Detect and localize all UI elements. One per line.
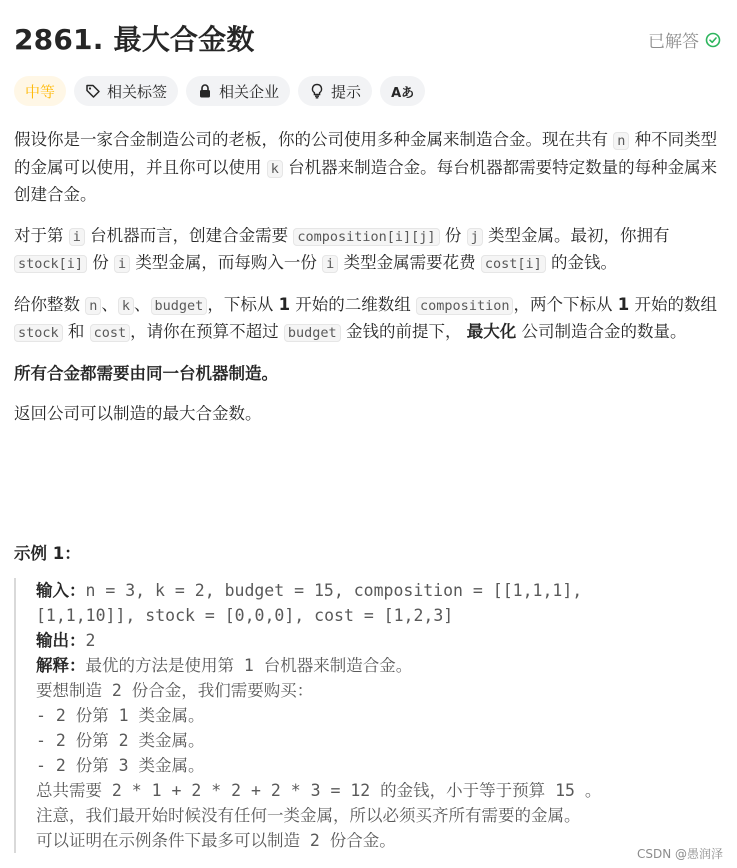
hint-label: 提示: [331, 82, 362, 101]
inline-code: i: [69, 228, 85, 246]
problem-description: [14, 127, 726, 442]
example-title: 示例 1：: [14, 544, 81, 563]
example-explain-line: 解释：最优的方法是使用第 1 台机器来制造合金。: [36, 656, 413, 675]
inline-code: composition[i][j]: [293, 228, 439, 246]
inline-code: j: [467, 228, 483, 246]
description-paragraph-2: 对于第 i 台机器而言，创建合金需要 composition[i][j] 份 j 类型金属。最初，你拥有 stock[i] 份 i 类型金属，而每购入一份 i 类型金属需要花费 cost[i] 的金钱。: [14, 225, 670, 272]
description-paragraph-3: 给你整数 n 、 k 、 budget ，下标从 1 开始的二维数组 composition ，两个下标从 1 开始的数组 stock 和 cost ，请你在预算不超过 budget 金钱的前提下， 最大化 公司制造合金的数量。: [14, 294, 717, 341]
inline-code: n: [85, 297, 101, 315]
inline-code: k: [267, 160, 283, 178]
example-explain-line: 要想制造 2 份合金，我们需要购买：: [36, 681, 314, 700]
example-explain-line: 可以证明在示例条件下最多可以制造 2 份合金。: [36, 831, 396, 850]
related-companies-label: 相关企业: [219, 82, 280, 101]
inline-code: cost: [90, 324, 131, 342]
related-tags-label: 相关标签: [107, 82, 168, 101]
example-explain-line: - 2 份第 3 类金属。: [36, 756, 205, 775]
translate-icon: Aあ: [391, 85, 415, 101]
lock-icon: [197, 83, 213, 99]
inline-code: budget: [151, 297, 208, 315]
example-input-line-1: 输入：n = 3, k = 2, budget = 15, composition = [[1,1,1],: [36, 581, 583, 600]
difficulty-label: 中等: [25, 82, 56, 101]
watermark: CSDN @愚润泽: [636, 847, 723, 861]
example-output-line: 输出：2: [36, 631, 96, 650]
inline-code: cost[i]: [481, 255, 546, 273]
description-paragraph-4: 所有合金都需要由同一台机器制造。: [14, 363, 278, 383]
inline-code: i: [322, 255, 338, 273]
inline-code: budget: [284, 324, 341, 342]
example-input-line-2: [1,1,10]], stock = [0,0,0], cost = [1,2,3]: [36, 606, 454, 625]
example-explain-line: 总共需要 2 * 1 + 2 * 2 + 2 * 3 = 12 的金钱，小于等于预算 15 。: [36, 781, 602, 800]
inline-code: composition: [416, 297, 513, 315]
check-circle-icon: [705, 32, 721, 48]
solved-label: 已解答: [648, 32, 699, 52]
problem-header: [14, 18, 721, 58]
description-paragraph-1: 假设你是一家合金制造公司的老板，你的公司使用多种金属来制造合金。现在共有 n 种不同类型的金属可以使用，并且你可以使用 k 台机器来制造合金。每台机器都需要特定数量的每种金属来创建合金。: [14, 130, 718, 204]
tag-icon: [85, 83, 101, 99]
tag-bar: [14, 76, 425, 106]
translate-button[interactable]: [380, 76, 425, 106]
inline-code: n: [613, 132, 629, 150]
related-tags-button[interactable]: [74, 76, 178, 106]
example-explain-line: - 2 份第 2 类金属。: [36, 731, 205, 750]
hint-button[interactable]: [298, 76, 372, 106]
inline-code: stock[i]: [14, 255, 87, 273]
solved-status: [648, 27, 721, 52]
example-block: [14, 578, 726, 853]
difficulty-badge[interactable]: [14, 76, 66, 106]
inline-code: stock: [14, 324, 63, 342]
related-companies-button[interactable]: [186, 76, 290, 106]
description-paragraph-5: 返回公司可以制造的最大合金数。: [14, 404, 262, 423]
inline-code: i: [114, 255, 130, 273]
lightbulb-icon: [309, 83, 325, 99]
example-explain-line: 注意，我们最开始时候没有任何一类金属，所以必须买齐所有需要的金属。: [36, 806, 581, 825]
problem-title: 2861. 最大合金数: [14, 23, 255, 56]
example-explain-line: - 2 份第 1 类金属。: [36, 706, 205, 725]
inline-code: k: [118, 297, 134, 315]
